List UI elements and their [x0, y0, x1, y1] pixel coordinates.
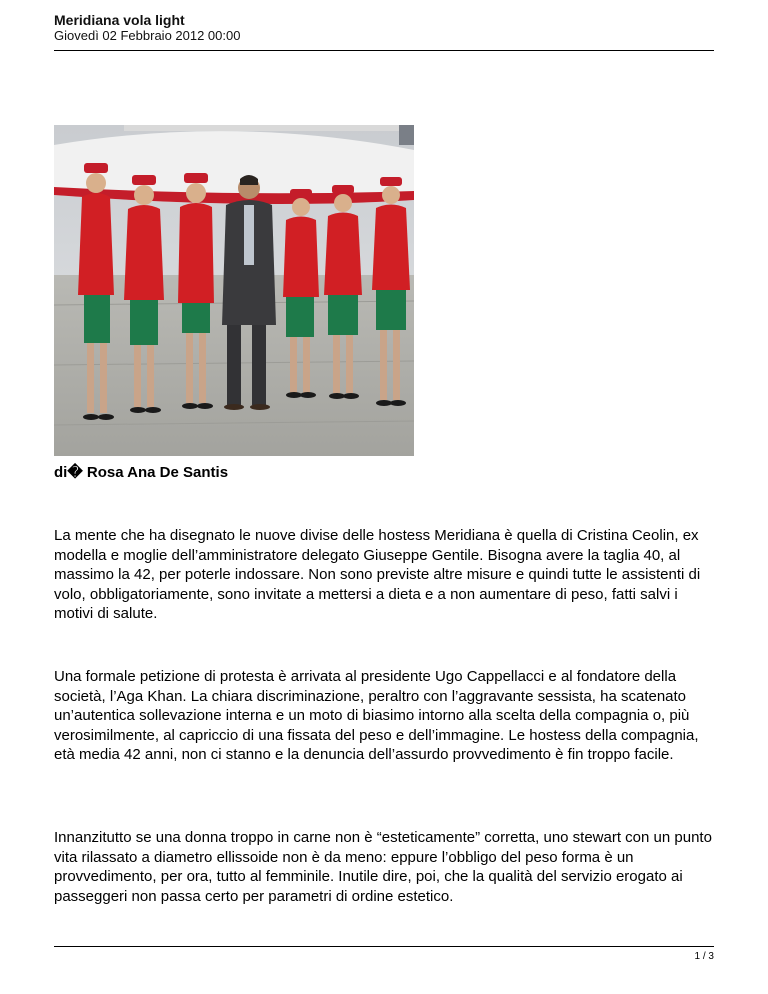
document-header — [54, 12, 714, 44]
article-date: Giovedì 02 Febbraio 2012 00:00 — [54, 28, 241, 43]
article-paragraph: Innanzitutto se una donna troppo in carne non è “esteticamente” corretta, uno stewart con un punto vita rilassato a diametro ellissoide non è da meno: eppure l’obbligo del peso forma è un provvedimento, per ora, tutto al femminile. Inutile dire, poi, che la qualità del servizio erogato ai passeggeri non passa certo per parametri di ordine estetico. — [54, 829, 712, 905]
article-title: Meridiana vola light — [54, 12, 185, 28]
page-number: 1 / 3 — [694, 951, 714, 962]
footer-divider — [54, 946, 714, 947]
article-paragraph: La mente che ha disegnato le nuove divise delle hostess Meridiana è quella di Cristina Ceolin, ex modella e moglie dell’amministratore delegato Giuseppe Gentile. Bisogna avere la taglia 40, al massimo la 42, per poterle indossare. Non sono previste altre misure e quindi tutte le assistenti di volo, obbligatoriamente, sono invitate a mettersi a dieta e a non aumentare di peso, fatti salvi i motivi di salute. — [54, 527, 701, 622]
article-photo — [54, 125, 414, 456]
article-paragraph: Una formale petizione di protesta è arrivata al presidente Ugo Cappellacci e al fondatore della società, l’Aga Khan. La chiara discriminazione, peraltro con l’aggravante sessista, ha scatenato un’autentica sollevazione interna e un moto di biasimo intorno alla scelta della compagnia o, più verosimilmente, al capriccio di una fissata del peso e dell’immagine. Le hostess della compagnia, età media 42 anni, non ci stanno e la denuncia dell’assurdo provvedimento è fin troppo facile. — [54, 668, 699, 763]
article-byline: di� Rosa Ana De Santis — [54, 464, 229, 481]
header-divider — [54, 50, 714, 51]
